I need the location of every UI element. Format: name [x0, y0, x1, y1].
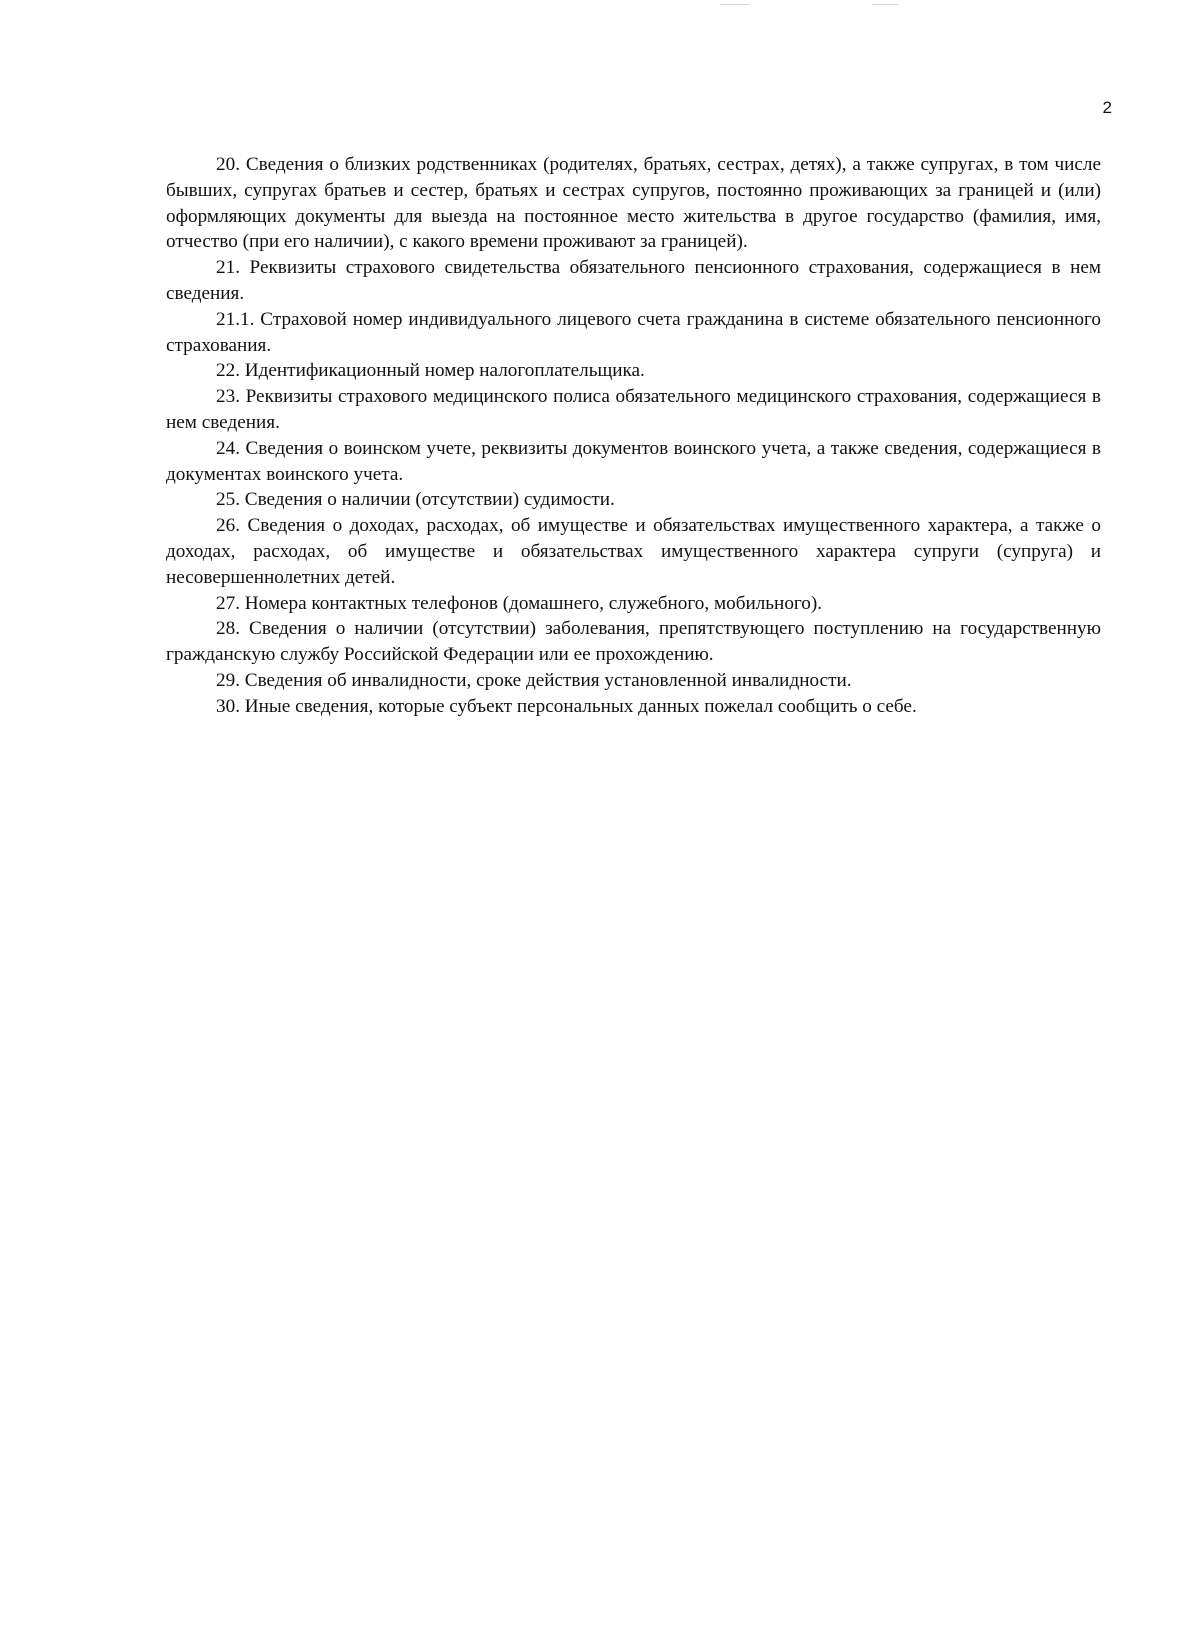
document-body — [166, 152, 1101, 720]
list-item-24: 24. Сведения о воинском учете, реквизиты документов воинского учета, а также сведения, содержащиеся в документах воинского учета. — [166, 437, 1101, 485]
list-item-27: 27. Номера контактных телефонов (домашнего, служебного, мобильного). — [216, 592, 823, 614]
list-item-25: 25. Сведения о наличии (отсутствии) судимости. — [216, 489, 615, 511]
list-item-26: 26. Сведения о доходах, расходах, об имуществе и обязательствах имущественного характера, а также о доходах, расходах, об имуществе и обязательствах имущественного характера супруги (супруга) и несовершеннолетних детей. — [166, 515, 1101, 588]
scan-artifact — [872, 4, 898, 5]
list-item-29: 29. Сведения об инвалидности, сроке действия установленной инвалидности. — [216, 669, 852, 691]
page-number: 2 — [1102, 98, 1112, 117]
list-item-21-1: 21.1. Страховой номер индивидуального лицевого счета гражданина в системе обязательного пенсионного страхования. — [166, 308, 1101, 356]
list-item-30: 30. Иные сведения, которые субъект персональных данных пожелал сообщить о себе. — [216, 695, 917, 717]
list-item-20: 20. Сведения о близких родственниках (родителях, братьях, сестрах, детях), а также супругах, в том числе бывших, супругах братьев и сестер, братьях и сестрах супругов, постоянно проживающих за границей и (или) оформляющих документы для выезда на постоянное место жительства в другое государство (фамилия, имя, отчество (при его наличии), с какого времени проживают за границей). — [166, 154, 1101, 253]
list-item-28: 28. Сведения о наличии (отсутствии) заболевания, препятствующего поступлению на государственную гражданскую службу Российской Федерации или ее прохождению. — [166, 618, 1101, 666]
list-item-22: 22. Идентификационный номер налогоплательщика. — [216, 360, 645, 382]
scan-artifact — [720, 4, 750, 5]
list-item-21: 21. Реквизиты страхового свидетельства обязательного пенсионного страхования, содержащиеся в нем сведения. — [166, 257, 1101, 304]
list-item-23: 23. Реквизиты страхового медицинского полиса обязательного медицинского страхования, содержащиеся в нем сведения. — [166, 386, 1101, 433]
